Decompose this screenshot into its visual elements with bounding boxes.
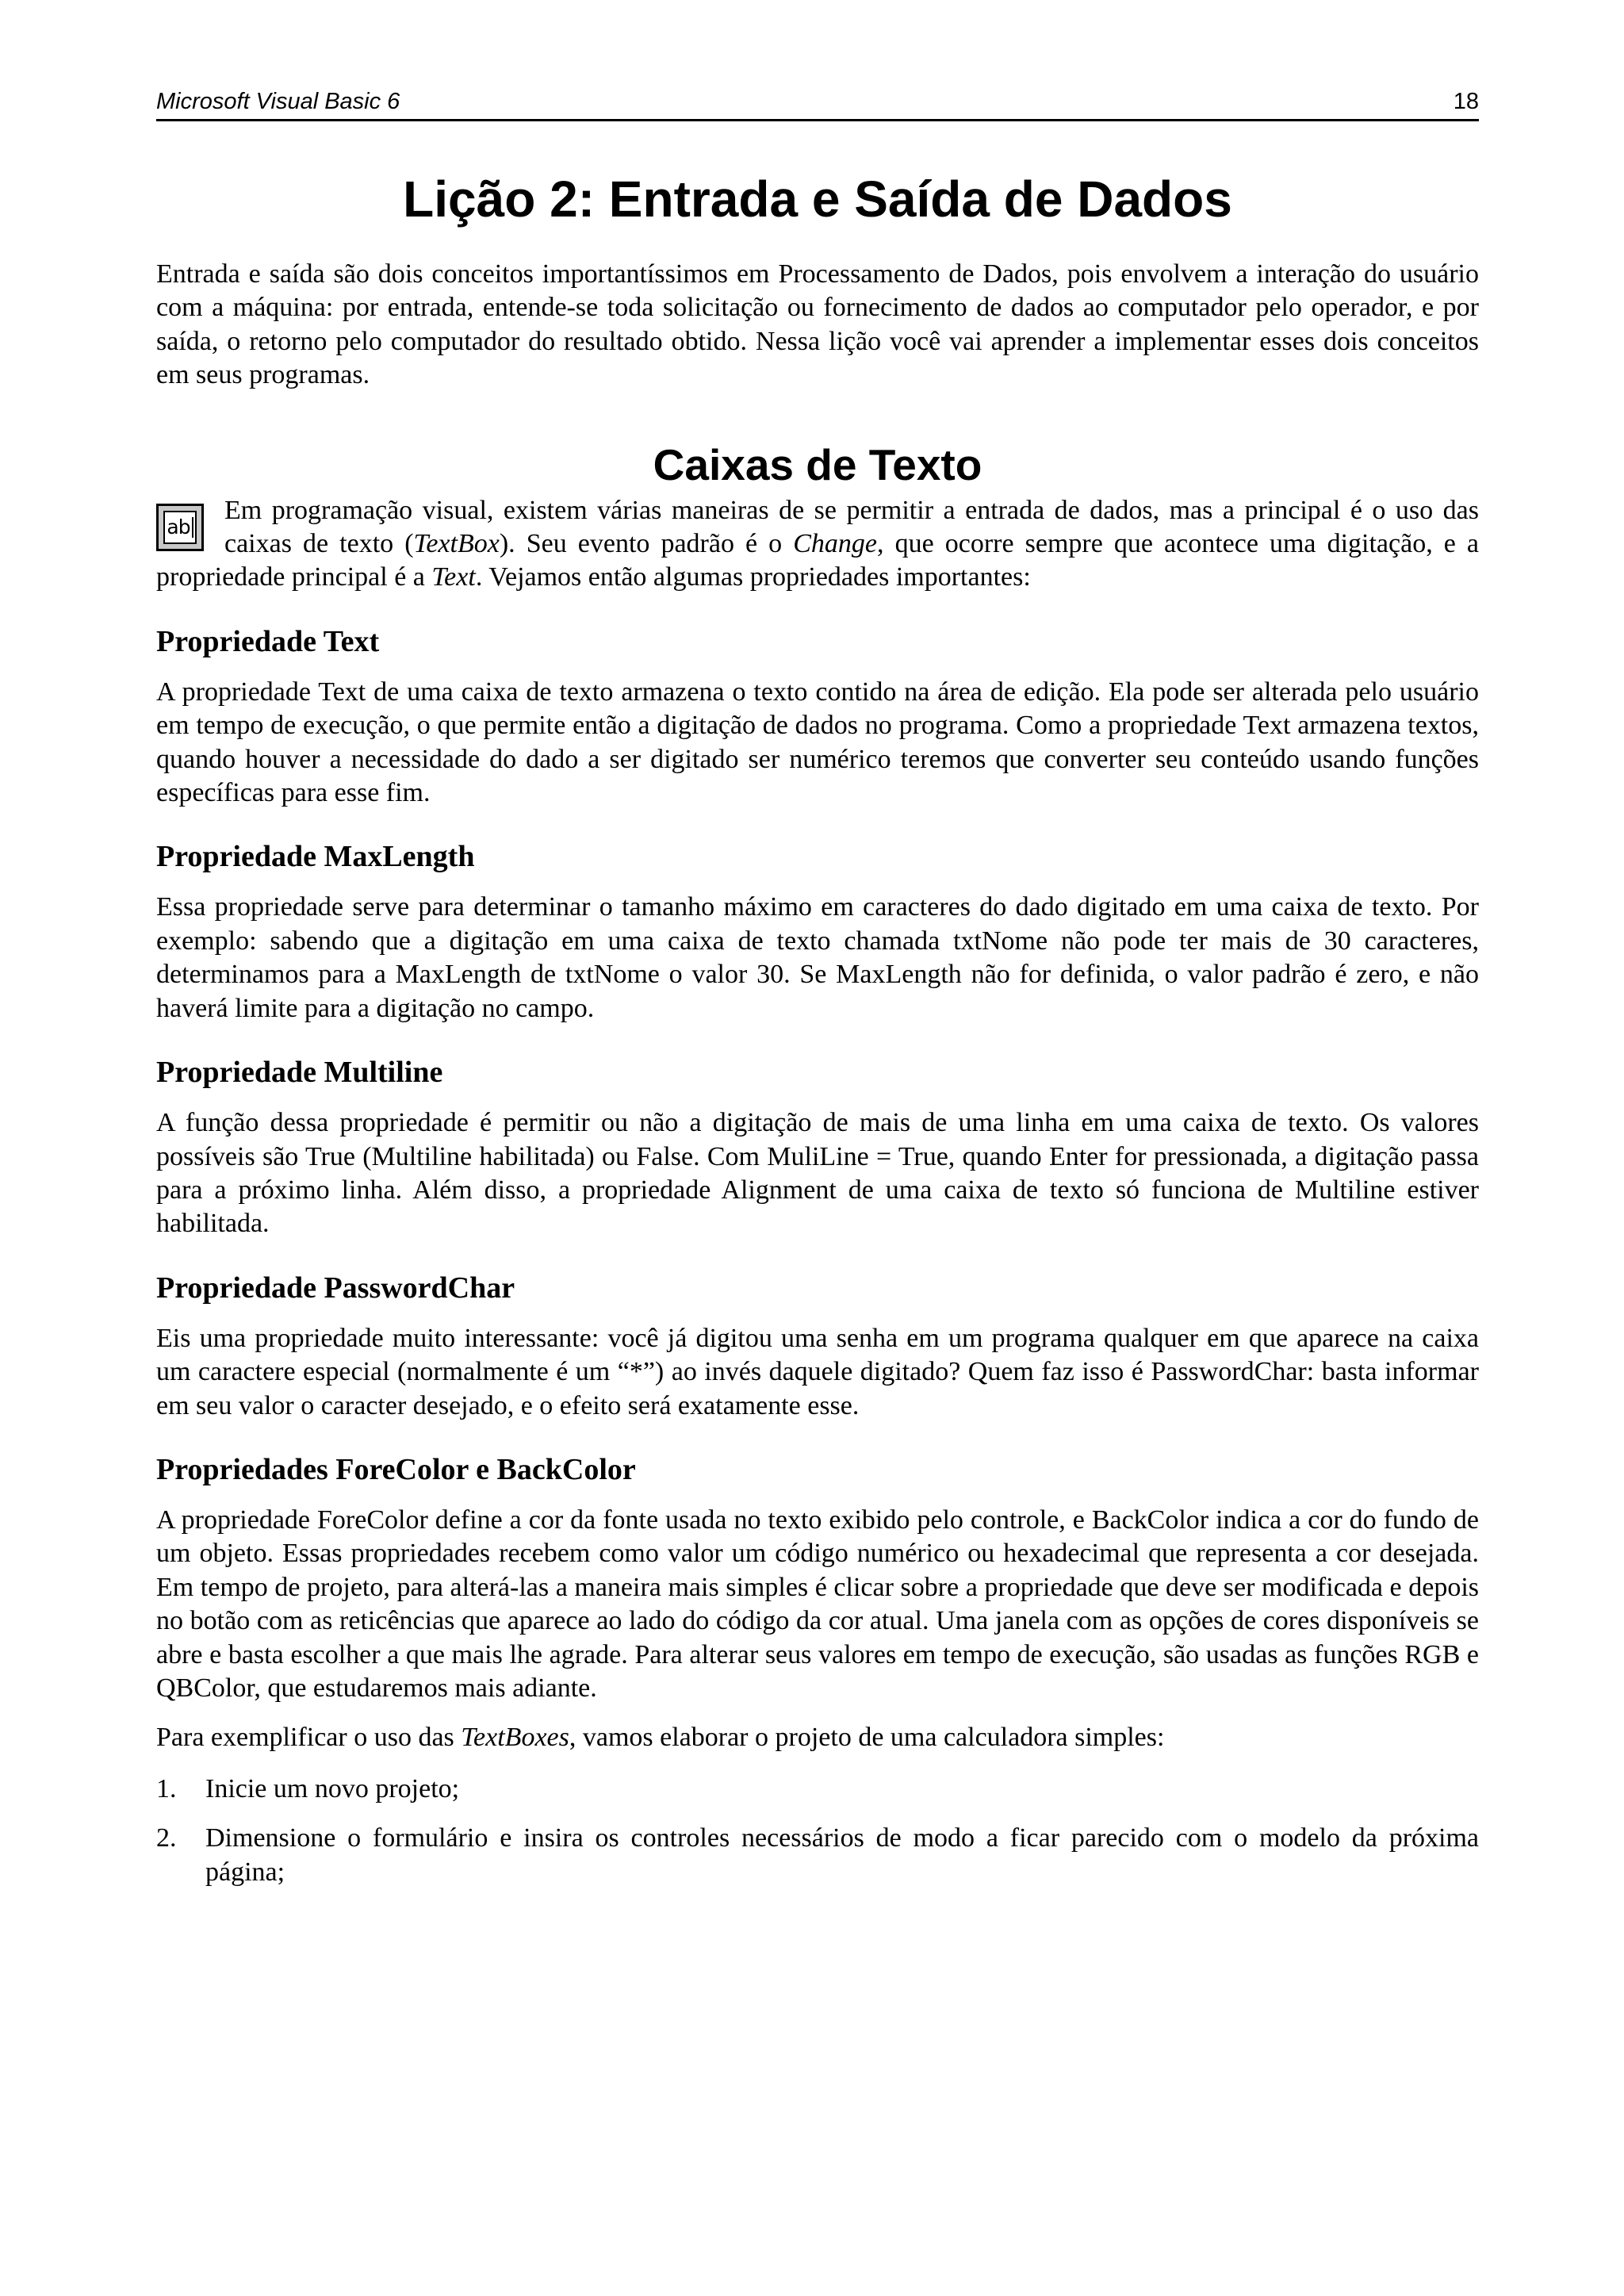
example-text: , vamos elaborar o projeto de uma calculadora simples:	[569, 1723, 1165, 1753]
running-header	[156, 87, 1479, 121]
textbox-icon	[156, 504, 204, 551]
example-text: Para exemplificar o uso das	[156, 1723, 462, 1753]
property-multiline-paragraph: A função dessa propriedade é permitir ou não a digitação de mais de uma linha em uma caixa de texto. Os valores possíveis são True (Multiline habilitada) ou False. Com MuliLine = True, quando Enter for pressionada, a digitação passa para a próximo linha. Além disso, a propriedade Alignment de uma caixa de texto só funciona de Multiline estiver habilitada.	[156, 1108, 1479, 1239]
textbox-icon-face	[163, 511, 197, 544]
intro-paragraph: Entrada e saída são dois conceitos importantíssimos em Processamento de Dados, pois envolvem a interação do usuário com a máquina: por entrada, entende-se toda solicitação ou fornecimento de dados ao computador pelo operador, e por saída, o retorno pelo computador do resultado obtido. Nessa lição você vai aprender a implementar esses dois conceitos em seus programas.	[156, 259, 1479, 390]
section-intro-text: Em programação visual, existem várias maneiras de se permitir a entrada de dados, mas a principal é o uso das caixas de texto (	[224, 495, 1479, 559]
property-text-paragraph: A propriedade Text de uma caixa de texto armazena o texto contido na área de edição. Ela pode ser alterada pelo usuário em tempo de execução, o que permite então a digitação de dados no programa. Como a propriedade Text armazena textos, quando houver a necessidade do dado a ser digitado ser numérico teremos que converter seu conteúdo usando funções específicas para esse fim.	[156, 677, 1479, 808]
lesson-title: Lição 2: Entrada e Saída de Dados	[403, 171, 1232, 228]
list-item-text: Inicie um novo projeto;	[205, 1773, 460, 1803]
book-title: Microsoft Visual Basic 6	[156, 89, 400, 114]
list-item-text: Dimensione o formulário e insira os controles necessários de modo a ficar parecido com o modelo da próxima página;	[205, 1823, 1479, 1887]
section-intro-text: , que ocorre sempre que acontece uma digitação, e a propriedade principal é a	[156, 529, 1480, 592]
property-multiline-title: Propriedade Multiline	[156, 1056, 443, 1090]
textboxes-term: TextBoxes	[461, 1723, 569, 1753]
section-title: Caixas de Texto	[653, 439, 982, 489]
property-passwordchar-title: Propriedade PasswordChar	[156, 1271, 515, 1305]
textbox-icon-cursor	[192, 517, 193, 538]
property-colors-title: Propriedades ForeColor e BackColor	[156, 1452, 636, 1486]
text-property-term: Text	[431, 562, 476, 592]
change-event-term: Change	[793, 529, 878, 559]
textbox-icon-label: ab	[167, 516, 190, 539]
list-item-number: 1.	[156, 1773, 177, 1803]
section-intro-paragraph	[156, 494, 1479, 595]
property-maxlength-paragraph: Essa propriedade serve para determinar o tamanho máximo em caracteres do dado digitado em uma caixa de texto. Por exemplo: sabendo que a digitação em uma caixa de texto chamada txtNome não pode ter mais de 30 caracteres, determinamos para a MaxLength de txtNome o valor 30. Se MaxLength não for definida, o valor padrão é zero, e não haverá limite para a digitação no campo.	[156, 892, 1479, 1023]
list-item	[156, 1822, 1479, 1889]
example-paragraph	[156, 1721, 1479, 1754]
property-passwordchar-paragraph: Eis uma propriedade muito interessante: você já digitou uma senha em um programa qualquer em que aparece na caixa um caractere especial (normalmente é um “*”) ao invés daquele digitado? Quem faz isso é PasswordChar: basta informar em seu valor o caracter desejado, e o efeito será exatamente esse.	[156, 1323, 1479, 1420]
section-intro-text: . Vejamos então algumas propriedades importantes:	[475, 562, 1031, 592]
steps-list	[156, 1773, 1479, 1889]
section-intro-text: ). Seu evento padrão é o	[499, 529, 794, 559]
property-text-title: Propriedade Text	[156, 624, 380, 658]
page-number: 18	[1453, 89, 1479, 114]
property-maxlength-title: Propriedade MaxLength	[156, 840, 475, 874]
list-item-number: 2.	[156, 1823, 177, 1853]
document-page	[156, 87, 1479, 1905]
property-colors-paragraph: A propriedade ForeColor define a cor da fonte usada no texto exibido pelo controle, e BackColor indica a cor do fundo de um objeto. Essas propriedades recebem como valor um código numérico ou hexadecimal que representa a cor desejada. Em tempo de projeto, para alterá-las a maneira mais simples é clicar sobre a propriedade que deve ser modificada e depois no botão com as reticências que aparece ao lado do código da cor atual. Uma janela com as opções de cores disponíveis se abre e basta escolher a que mais lhe agrade. Para alterar seus valores em tempo de execução, são usadas as funções RGB e QBColor, que estudaremos mais adiante.	[156, 1504, 1479, 1703]
list-item	[156, 1773, 1479, 1806]
textbox-term: TextBox	[413, 529, 500, 559]
